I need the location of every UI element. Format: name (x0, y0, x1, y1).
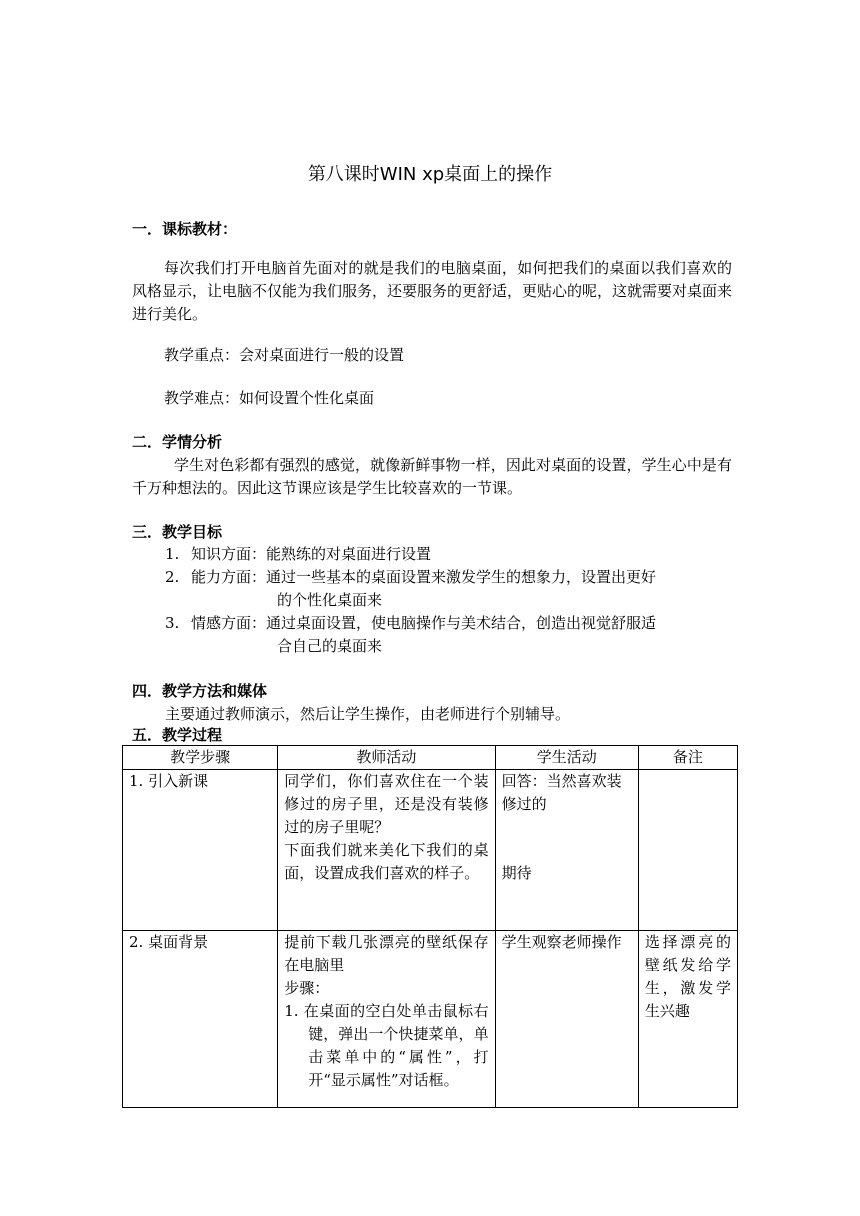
teacher-activity-cell (278, 770, 495, 931)
process-table (122, 745, 738, 1108)
section-heading-materials: 一．课标教材： (132, 220, 238, 238)
goal-number: 1. (165, 545, 180, 563)
key-point-text: 教学重点：会对桌面进行一般的设置 (164, 346, 405, 364)
column-header-note: 备注 (638, 746, 737, 770)
section-heading-goals: 三．教学目标 (132, 523, 223, 541)
teacher-activity-cell (278, 931, 495, 1108)
goal-text: 能熟练的对桌面进行设置 (266, 545, 432, 563)
section-heading-process: 五．教学过程 (132, 726, 223, 744)
column-header-step: 教学步骤 (123, 746, 278, 770)
teacher-activity-substep: 1. 在桌面的空白处单击鼠标右键，弹出一个快捷菜单，单击菜单中的“属性”，打开“显示属性”对话框。 (284, 1002, 489, 1089)
goal-text-continued: 的个性化桌面来 (277, 591, 383, 609)
teacher-activity-text: 步骤： (284, 979, 330, 997)
goal-item-emotion (165, 612, 733, 658)
section-heading-analysis: 二．学情分析 (132, 433, 223, 451)
goal-text: 通过一些基本的桌面设置来激发学生的想象力，设置出更好 (266, 568, 657, 586)
materials-paragraph: 每次我们打开电脑首先面对的就是我们的电脑桌面，如何把我们的桌面以我们喜欢的风格显示，让电脑不仅能为我们服务，还要服务的更舒适，更贴心的呢，这就需要对桌面来进行美化。 (132, 259, 733, 323)
goal-item-knowledge (165, 543, 733, 566)
teacher-activity-text: 提前下载几张漂亮的壁纸保存在电脑里 (284, 933, 489, 974)
table-row (123, 770, 738, 931)
note-cell (638, 770, 737, 931)
goal-label: 能力方面： (191, 568, 267, 586)
step-cell (123, 770, 278, 931)
step-name: 2. 桌面背景 (129, 933, 209, 951)
page-title: 第八课时WIN xp桌面上的操作 (307, 164, 553, 185)
goal-text: 通过桌面设置，使电脑操作与美术结合，创造出视觉舒服适 (266, 614, 657, 632)
column-header-student: 学生活动 (495, 746, 638, 770)
table-header-row (123, 746, 738, 770)
difficulty-text: 教学难点：如何设置个性化桌面 (164, 389, 375, 407)
student-activity-cell (495, 770, 638, 931)
table-row (123, 931, 738, 1108)
student-activity-text: 期待 (501, 864, 532, 882)
section-heading-methods: 四．教学方法和媒体 (132, 682, 268, 700)
step-name: 1. 引入新课 (129, 772, 209, 790)
student-activity-text: 回答：当然喜欢装修过的 (501, 772, 622, 813)
goal-text-continued: 合自己的桌面来 (277, 637, 383, 655)
goal-number: 2. (165, 568, 180, 586)
student-activity-text: 学生观察老师操作 (501, 933, 622, 951)
methods-paragraph: 主要通过教师演示，然后让学生操作，由老师进行个别辅导。 (165, 705, 571, 723)
goal-item-ability (165, 566, 733, 612)
note-cell (638, 931, 737, 1108)
goal-label: 情感方面： (191, 614, 267, 632)
teacher-activity-text: 下面我们就来美化下我们的桌面，设置成我们喜欢的样子。 (284, 841, 489, 882)
goal-number: 3. (165, 614, 180, 632)
step-cell (123, 931, 278, 1108)
goal-label: 知识方面： (191, 545, 267, 563)
column-header-teacher: 教师活动 (278, 746, 495, 770)
teacher-activity-text: 同学们，你们喜欢住在一个装修过的房子里，还是没有装修过的房子里呢？ (284, 772, 489, 836)
note-text: 选择漂亮的壁纸发给学生，激发学生兴趣 (644, 933, 731, 1020)
analysis-paragraph: 学生对色彩都有强烈的感觉，就像新鲜事物一样，因此对桌面的设置，学生心中是有千万种想法的。因此这节课应该是学生比较喜欢的一节课。 (132, 456, 732, 497)
student-activity-cell (495, 931, 638, 1108)
